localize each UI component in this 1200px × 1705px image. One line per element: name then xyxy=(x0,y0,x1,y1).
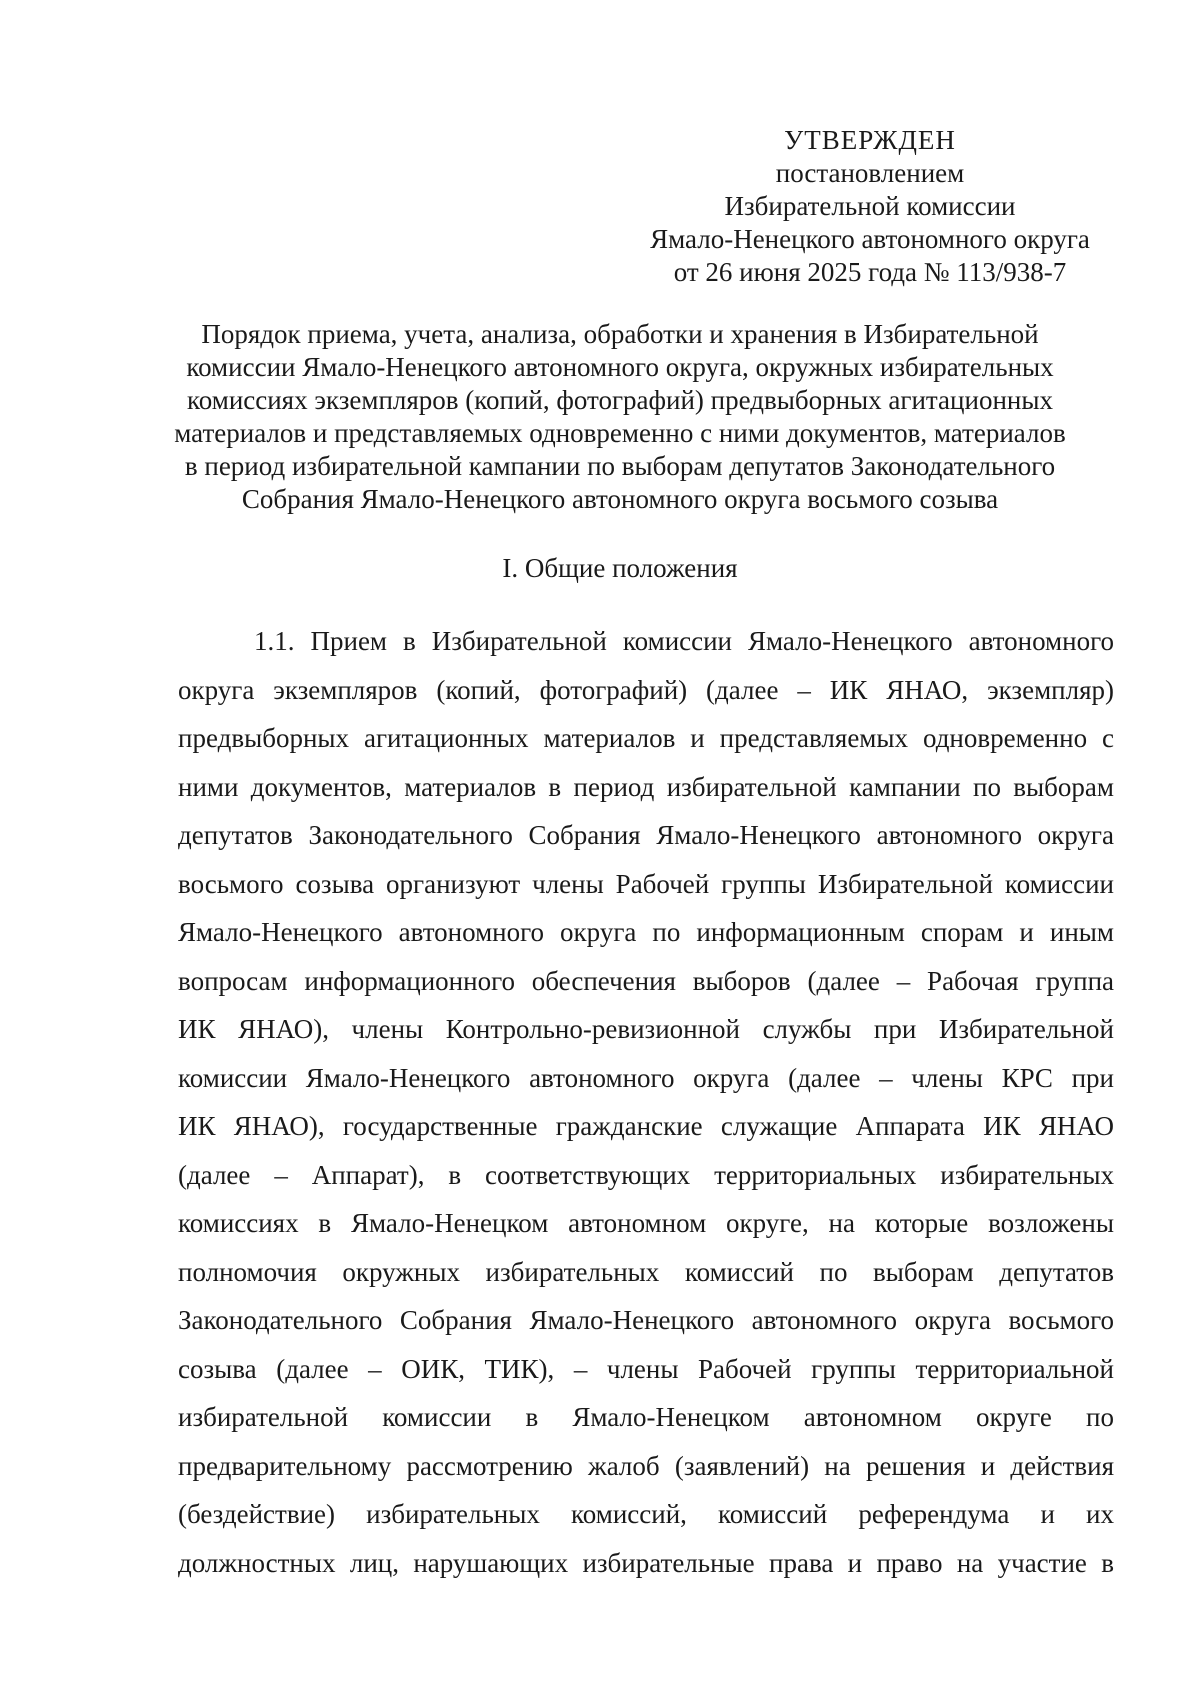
paragraph-line: округа экземпляров (копий, фотографий) (далее – ИК ЯНАО, экземпляр) xyxy=(178,674,1114,705)
document-title-line: комиссиях экземпляров (копий, фотографий) предвыборных агитационных xyxy=(187,385,1053,415)
approval-date-number: от 26 июня 2025 года № 113/938-7 xyxy=(673,257,1067,287)
paragraph-line: вопросам информационного обеспечения выборов (далее – Рабочая группа xyxy=(178,965,1114,996)
paragraph-line: Законодательного Собрания Ямало-Ненецкого автономного округа восьмого xyxy=(178,1305,1114,1335)
paragraph-line: комиссии Ямало-Ненецкого автономного округа (далее – члены КРС при xyxy=(178,1062,1114,1093)
paragraph-line: избирательной комиссии в Ямало-Ненецком автономном округе по xyxy=(178,1402,1114,1432)
paragraph-line: (далее – Аппарат), в соответствующих территориальных избирательных xyxy=(178,1159,1114,1190)
paragraph-line: депутатов Законодательного Собрания Ямало-Ненецкого автономного округа xyxy=(178,820,1114,850)
approval-stamp-block xyxy=(600,124,1140,289)
paragraph-line: ИК ЯНАО), члены Контрольно-ревизионной службы при Избирательной xyxy=(178,1014,1114,1044)
document-title-line: Порядок приема, учета, анализа, обработки и хранения в Избирательной xyxy=(201,319,1039,349)
paragraph-line: полномочия окружных избирательных комиссий по выборам депутатов xyxy=(178,1256,1114,1287)
paragraph-line: предварительному рассмотрению жалоб (заявлений) на решения и действия xyxy=(178,1450,1114,1481)
paragraph-line: комиссиях в Ямало-Ненецком автономном округе, на которые возложены xyxy=(178,1208,1114,1238)
approval-line: постановлением xyxy=(775,158,965,188)
paragraph-1-1 xyxy=(178,617,1114,1587)
paragraph-line: ИК ЯНАО), государственные гражданские служащие Аппарата ИК ЯНАО xyxy=(178,1111,1114,1141)
paragraph-line: предвыборных агитационных материалов и представляемых одновременно с xyxy=(178,723,1114,753)
approval-line: Избирательной комиссии xyxy=(724,191,1016,221)
approval-line: Ямало-Ненецкого автономного округа xyxy=(650,224,1090,254)
section-heading: I. Общие положения xyxy=(502,553,738,583)
paragraph-line: (бездействие) избирательных комиссий, комиссий референдума и их xyxy=(178,1499,1114,1529)
paragraph-line: 1.1. Прием в Избирательной комиссии Ямало-Ненецкого автономного xyxy=(254,626,1114,656)
paragraph-line: должностных лиц, нарушающих избирательные права и право на участие в xyxy=(178,1547,1114,1578)
paragraph-line: восьмого созыва организуют члены Рабочей группы Избирательной комиссии xyxy=(178,868,1114,899)
document-title-line: Собрания Ямало-Ненецкого автономного округа восьмого созыва xyxy=(241,484,999,514)
document-title-line: в период избирательной кампании по выборам депутатов Законодательного xyxy=(184,451,1056,481)
document-title xyxy=(170,318,1070,516)
document-title-line: материалов и представляемых одновременно с ними документов, материалов xyxy=(174,418,1066,448)
document-title-line: комиссии Ямало-Ненецкого автономного округа, окружных избирательных xyxy=(186,352,1054,382)
paragraph-line: созыва (далее – ОИК, ТИК), – члены Рабочей группы территориальной xyxy=(178,1353,1114,1384)
paragraph-line: ними документов, материалов в период избирательной кампании по выборам xyxy=(178,771,1114,802)
paragraph-line: Ямало-Ненецкого автономного округа по информационным спорам и иным xyxy=(178,917,1114,947)
approval-title: УТВЕРЖДЕН xyxy=(784,125,956,155)
